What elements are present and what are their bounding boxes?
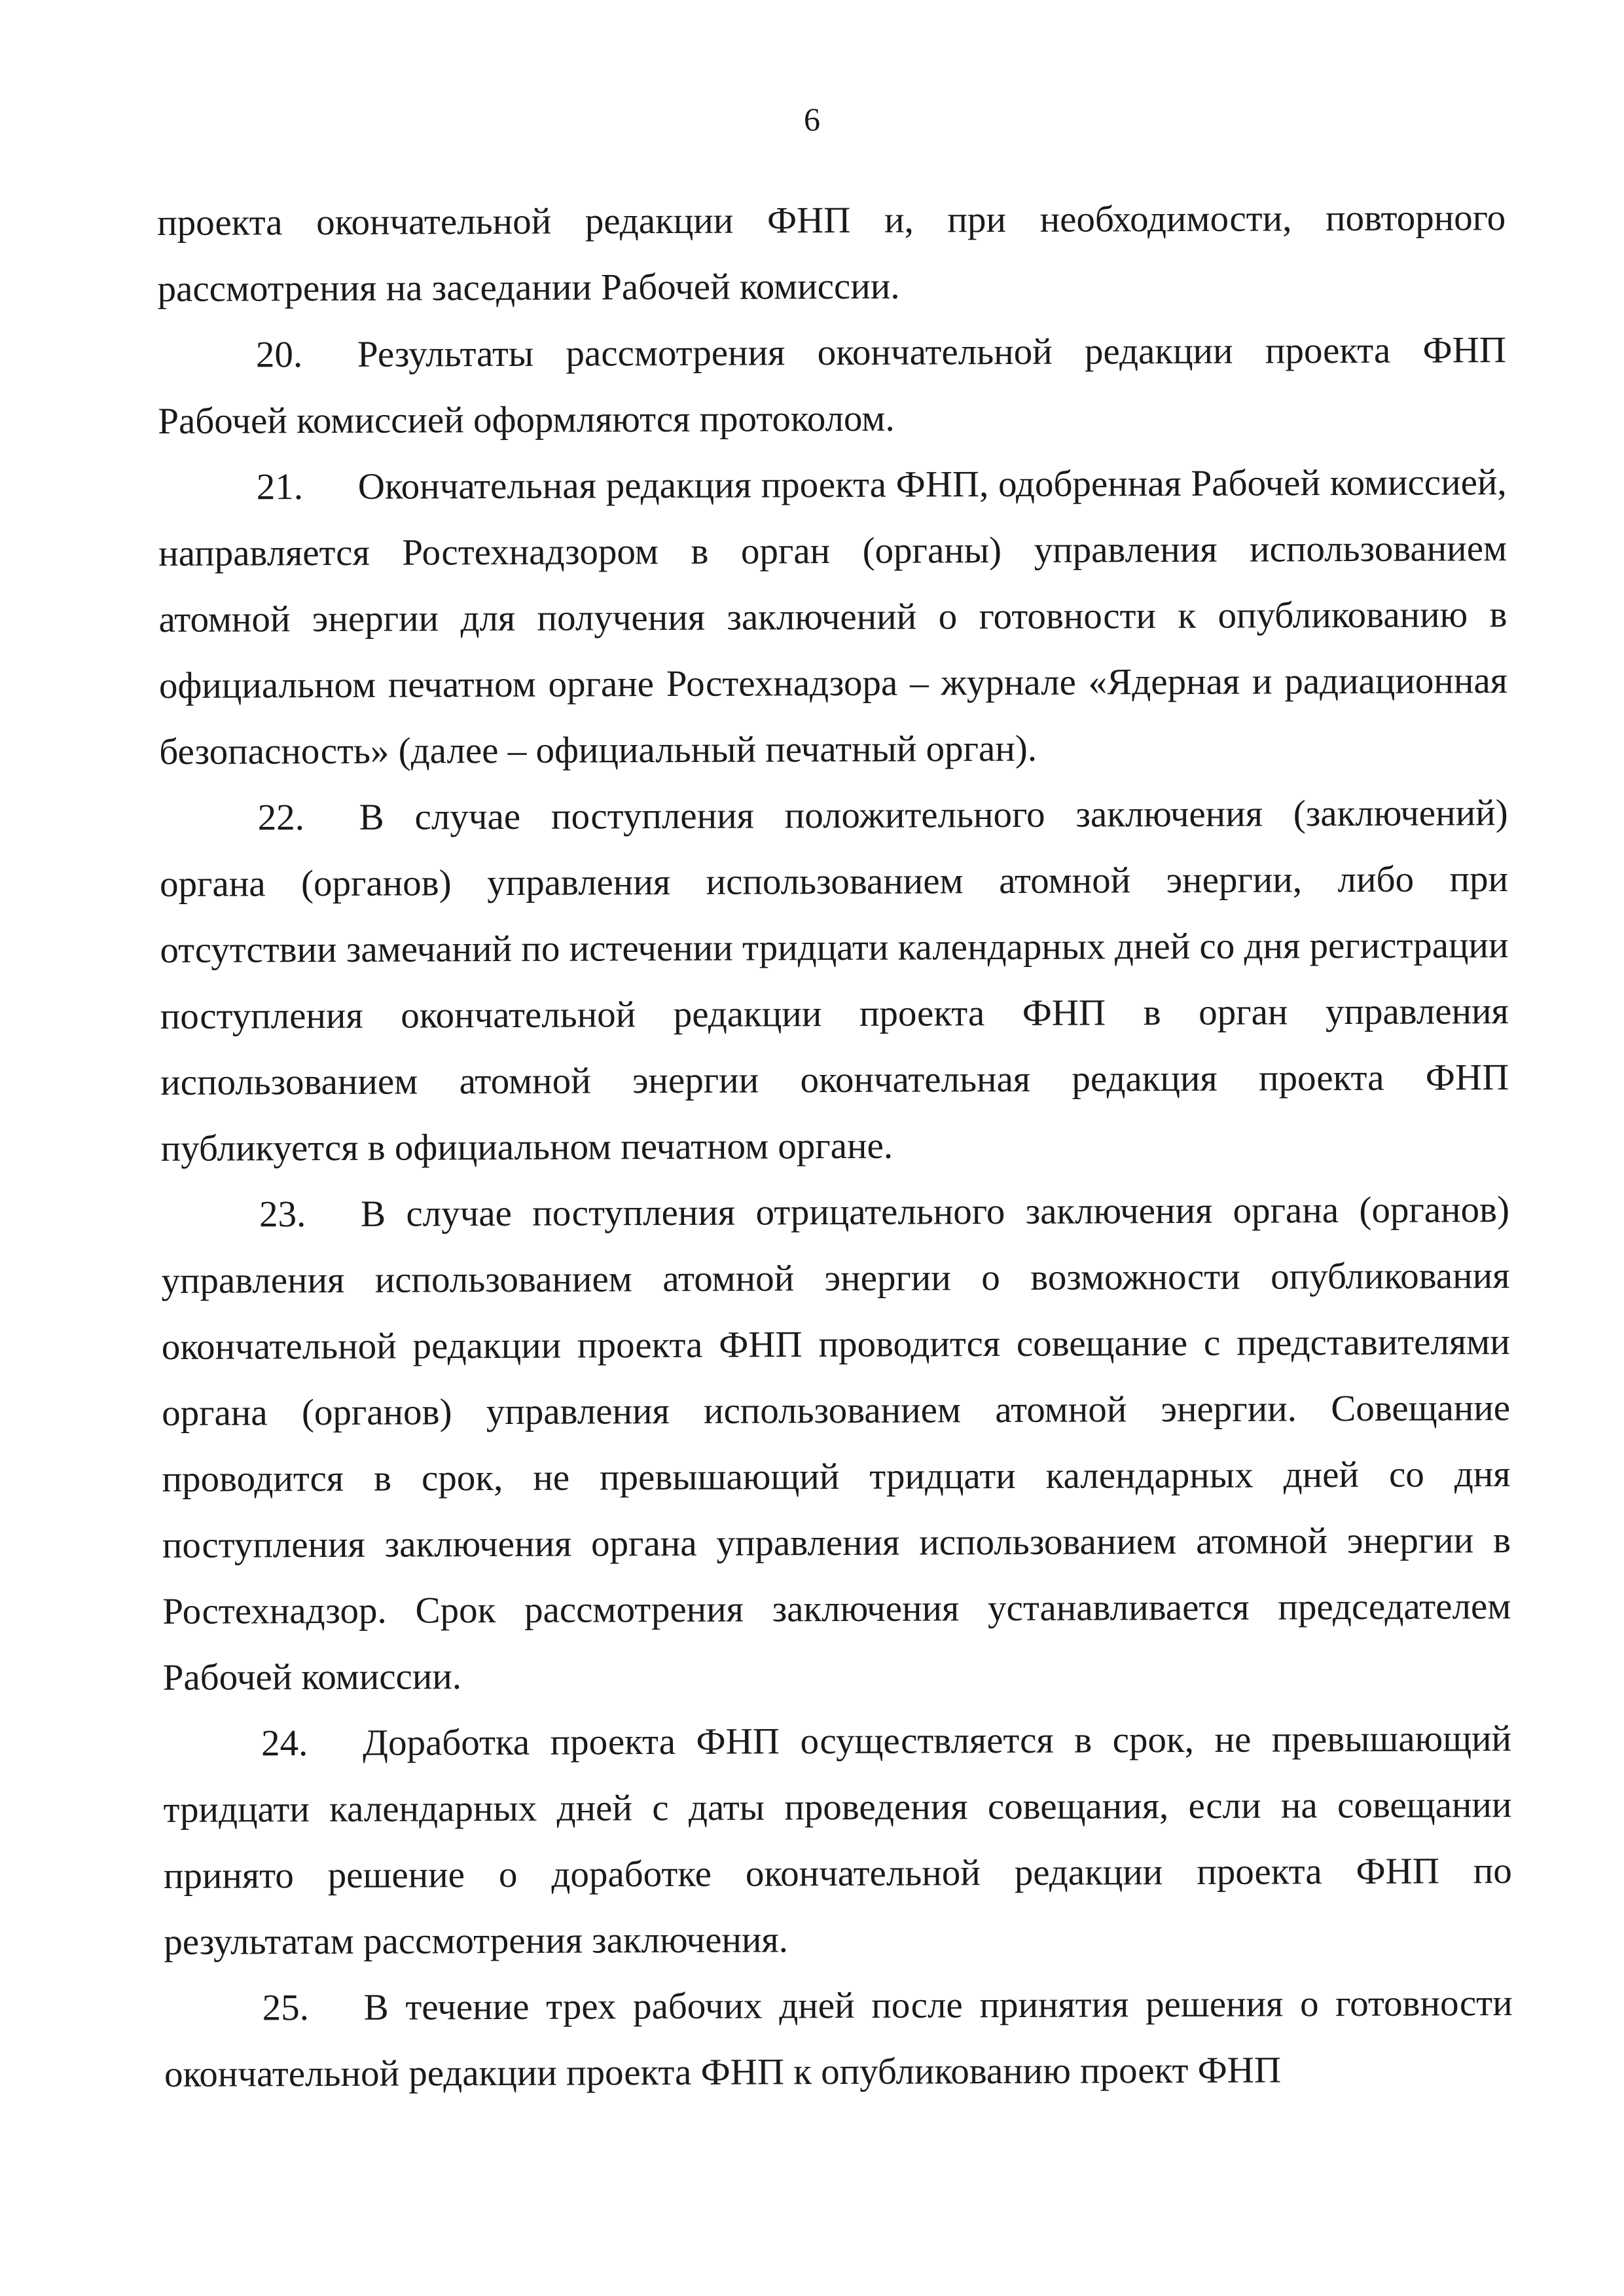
paragraph-text: В случае поступления отрицательного заключения органа (органов) управления использованием атомной энергии о возможности опубликования окончательной редакции проекта ФНП проводится совещание с представителями органа (органов) управления использованием атомной энергии. Совещание проводится в срок, не превышающий тридцати календарных дней со дня поступления заключения органа управления использованием атомной энергии в Ростехнадзор. Срок рассмотрения заключения устанавливается председателем Рабочей комиссии.	[161, 1189, 1511, 1698]
paragraph-text: В течение трех рабочих дней после принятия решения о готовности окончательной редакции проекта ФНП к опубликованию проект ФНП	[164, 1982, 1513, 2095]
paragraph-number: 25.	[262, 1987, 310, 2029]
paragraph-25	[164, 1970, 1513, 2107]
paragraph-text: Результаты рассмотрения окончательной редакции проекта ФНП Рабочей комиссией оформляются протоколом.	[158, 329, 1507, 442]
paragraph-text: В случае поступления положительного заключения (заключений) органа (органов) управления использованием атомной энергии, либо при отсутствии замечаний по истечении тридцати календарных дней со дня регистрации поступления окончательной редакции проекта ФНП в орган управления использованием атомной энергии окончательная редакция проекта ФНП публикуется в официальном печатном органе.	[159, 792, 1509, 1169]
paragraph-number: 21.	[256, 466, 304, 508]
paragraph-continuation	[157, 185, 1506, 322]
paragraph-number: 20.	[255, 334, 303, 376]
paragraph-24	[163, 1705, 1513, 1975]
paragraph-text: Окончательная редакция проекта ФНП, одобренная Рабочей комиссией, направляется Ростехнадзором в орган (органы) управления использованием атомной энергии для получения заключений о готовности к опубликованию в официальном печатном органе Ростехнадзора – журнале «Ядерная и радиационная безопасность» (далее – официальный печатный орган).	[158, 462, 1508, 773]
page-number: 6	[804, 101, 820, 137]
paragraph-22	[159, 780, 1509, 1182]
paragraph-text: Доработка проекта ФНП осуществляется в срок, не превышающий тридцати календарных дней с даты проведения совещания, если на совещании принято решение о доработке окончательной редакции проекта ФНП по результатам рассмотрения заключения.	[163, 1718, 1512, 1963]
paragraph-20	[158, 317, 1507, 454]
paragraph-number: 22.	[257, 797, 305, 839]
paragraph-21	[158, 449, 1508, 785]
paragraph-number: 24.	[261, 1722, 308, 1764]
paragraph-text: проекта окончательной редакции ФНП и, при необходимости, повторного рассмотрения на заседании Рабочей комиссии.	[157, 197, 1506, 310]
document-body	[157, 185, 1513, 2107]
paragraph-23	[161, 1176, 1511, 1711]
paragraph-number: 23.	[259, 1194, 306, 1235]
